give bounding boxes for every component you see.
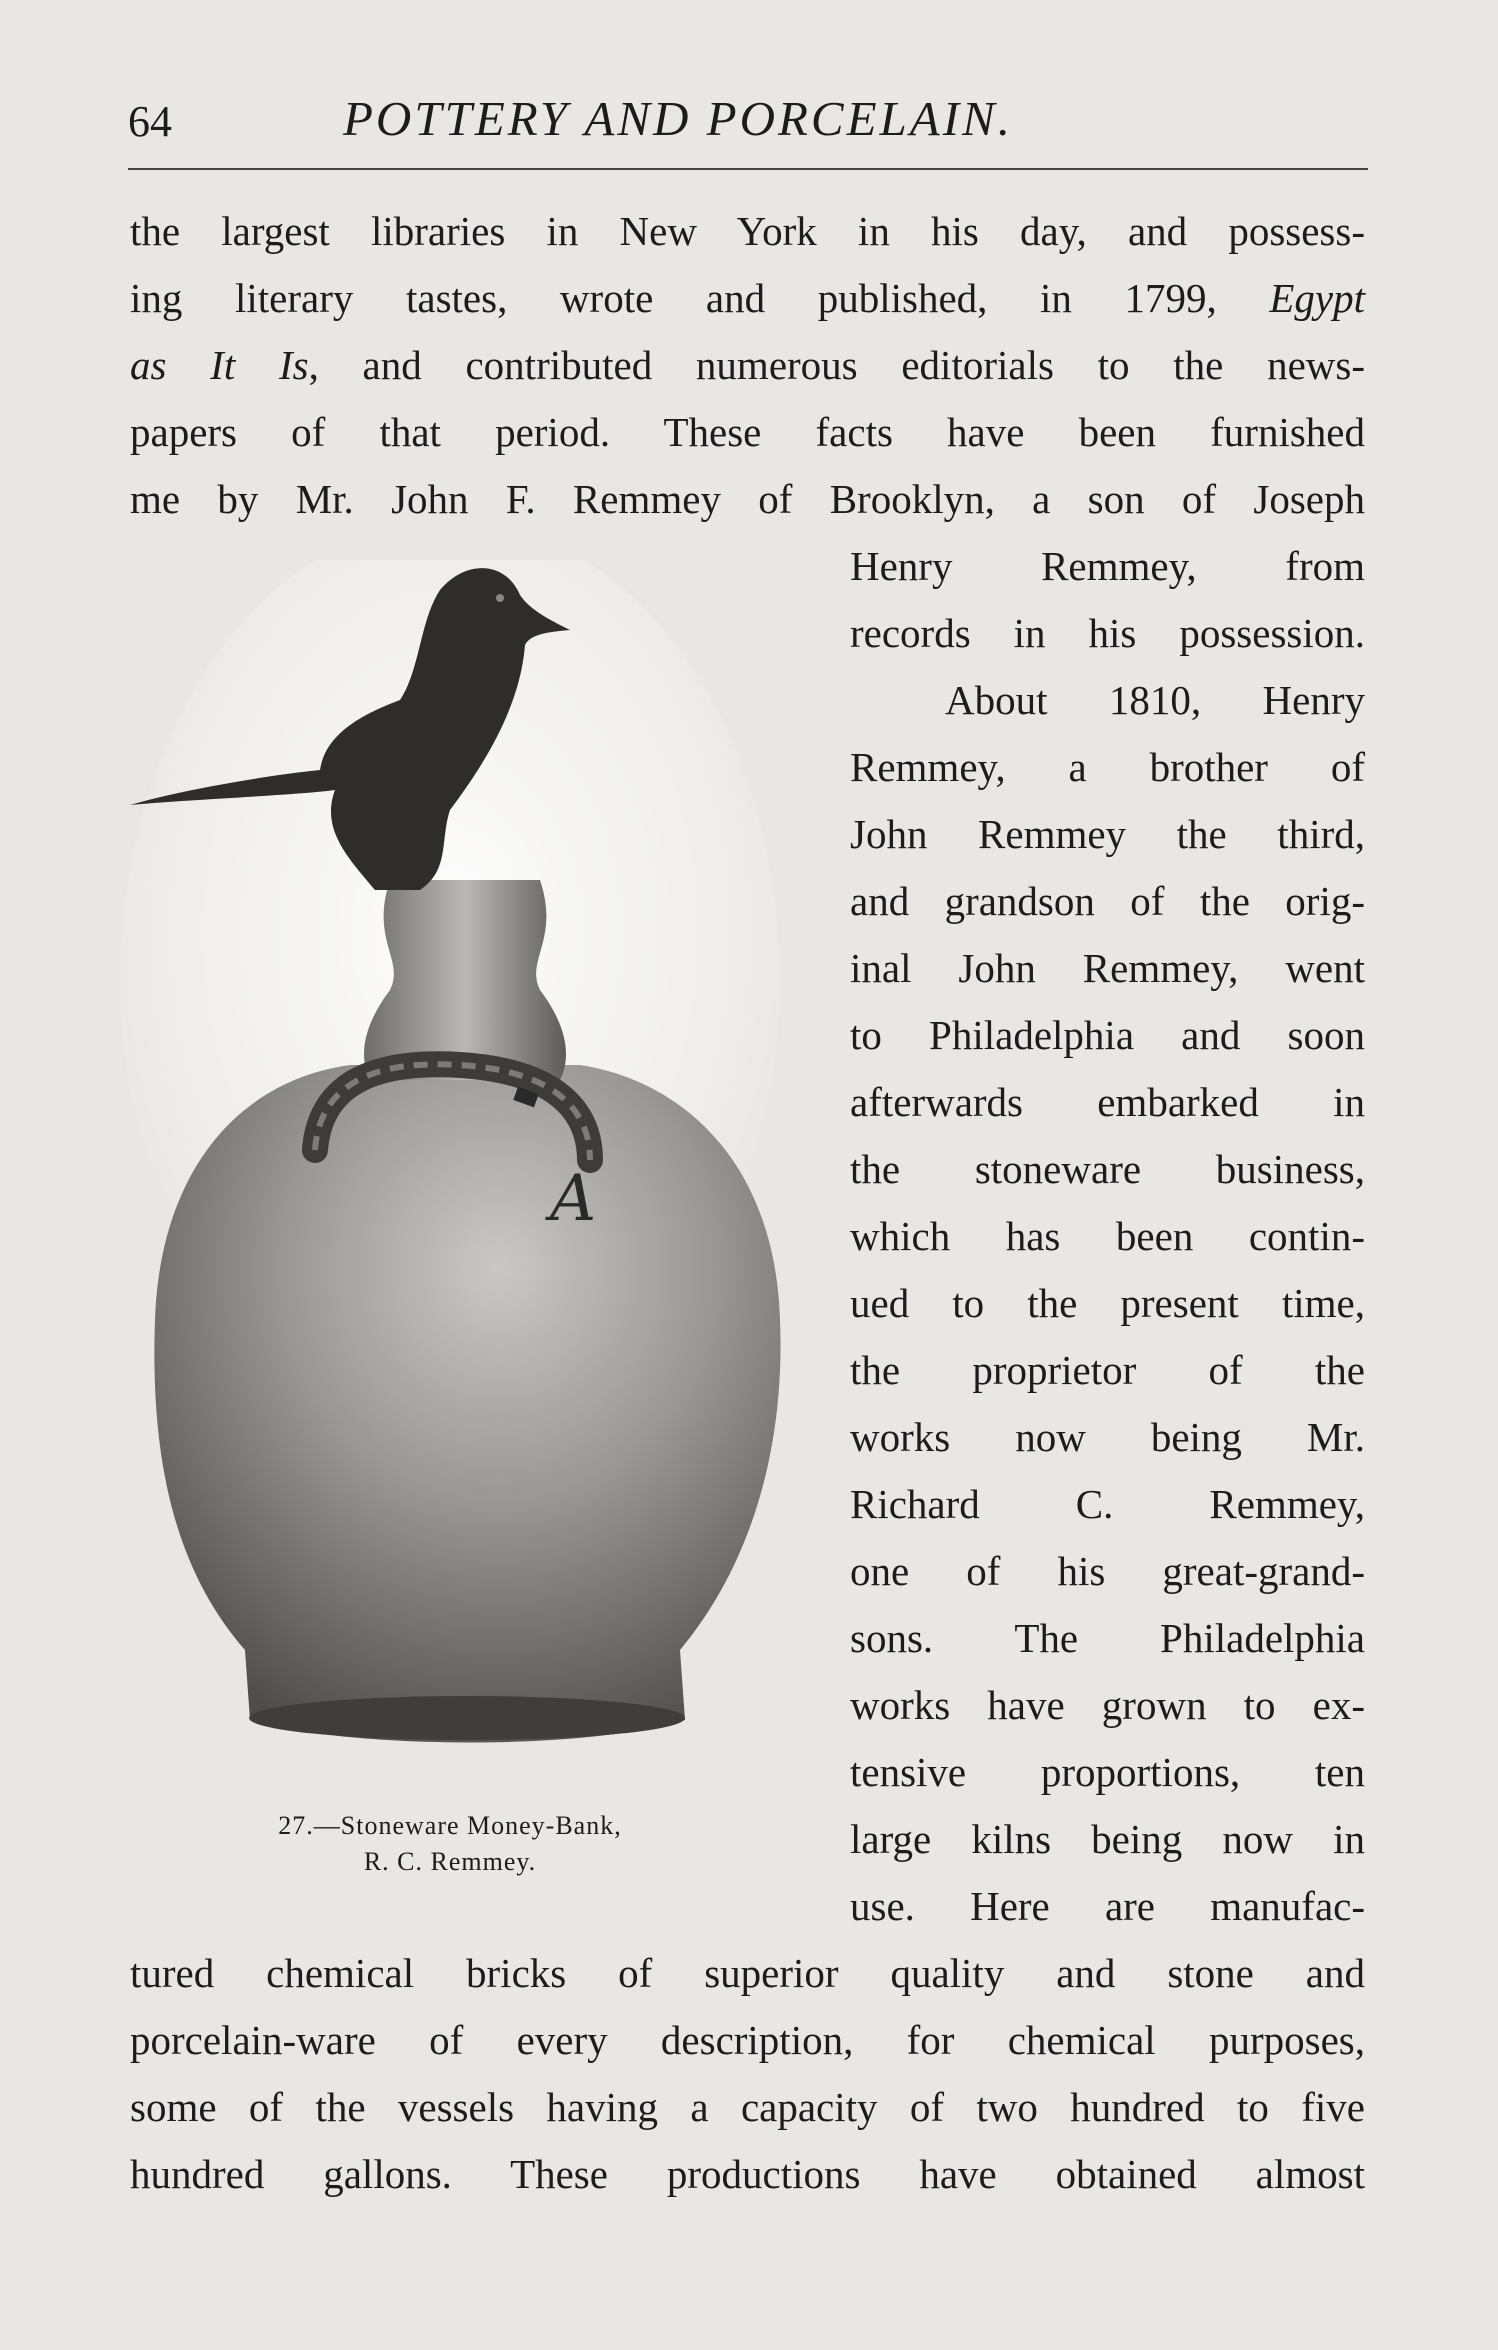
running-title: POTTERY AND PORCELAIN. [343,91,1013,146]
figure-caption [140,1808,760,1880]
header-rule [128,168,1368,170]
text-line: one of his great-grand- [850,1548,1365,1594]
italic-title: as It Is [130,342,309,388]
text-line: hundred gallons. These productions have obtained almost [130,2151,1365,2197]
text-line: ued to the present time, [850,1280,1365,1326]
text-line: to Philadelphia and soon [850,1012,1365,1058]
italic-title: Egypt [1269,275,1365,321]
figure-money-bank [120,560,810,1770]
text-line: me by Mr. John F. Remmey of Brooklyn, a son of Joseph [130,476,1365,522]
text-line: Remmey, a brother of [850,744,1365,790]
text-line: inal John Remmey, went [850,945,1365,991]
text-line: works now being Mr. [850,1414,1365,1460]
text-line: and grandson of the orig- [850,878,1365,924]
jar-base [249,1696,685,1740]
text-line: afterwards embarked in [850,1079,1365,1125]
text-line: papers of that period. These facts have been furnished [130,409,1365,455]
money-bank-illustration [120,560,810,1770]
text-line: works have grown to ex- [850,1682,1365,1728]
caption-line: R. C. Remmey. [363,1847,537,1876]
running-head [128,90,1368,150]
text-line: ing literary tastes, wrote and published, in 1799, Egypt [130,275,1365,321]
text-line: tensive proportions, ten [850,1749,1365,1795]
text-line: tured chemical bricks of superior quality and stone and [130,1950,1365,1996]
jar-neck [364,880,566,1080]
text-line: Richard C. Remmey, [850,1481,1365,1527]
text-line: records in his possession. [850,610,1365,656]
text-line: porcelain-ware of every description, for chemical purposes, [130,2017,1365,2063]
jar-body [154,1065,780,1743]
text-line: large kilns being now in [850,1816,1365,1862]
text-line: the largest libraries in New York in his day, and possess- [130,208,1365,254]
text-line: Henry Remmey, from [850,543,1365,589]
page-number: 64 [128,97,172,146]
text-line: sons. The Philadelphia [850,1615,1365,1661]
text-line: which has been contin- [850,1213,1365,1259]
bird-eye [496,594,504,602]
text-line: About 1810, Henry [945,677,1365,723]
caption-line: 27.—Stoneware Money-Bank, [278,1811,622,1840]
text-line: as It Is, and contributed numerous editorials to the news- [130,342,1366,388]
text-line: the stoneware business, [850,1146,1365,1192]
text-line: use. Here are manufac- [850,1883,1365,1929]
jar-script-mark: A [550,1162,597,1236]
text-line: the proprietor of the [850,1347,1365,1393]
text-line: John Remmey the third, [850,811,1365,857]
text-line: some of the vessels having a capacity of two hundred to five [130,2084,1365,2130]
